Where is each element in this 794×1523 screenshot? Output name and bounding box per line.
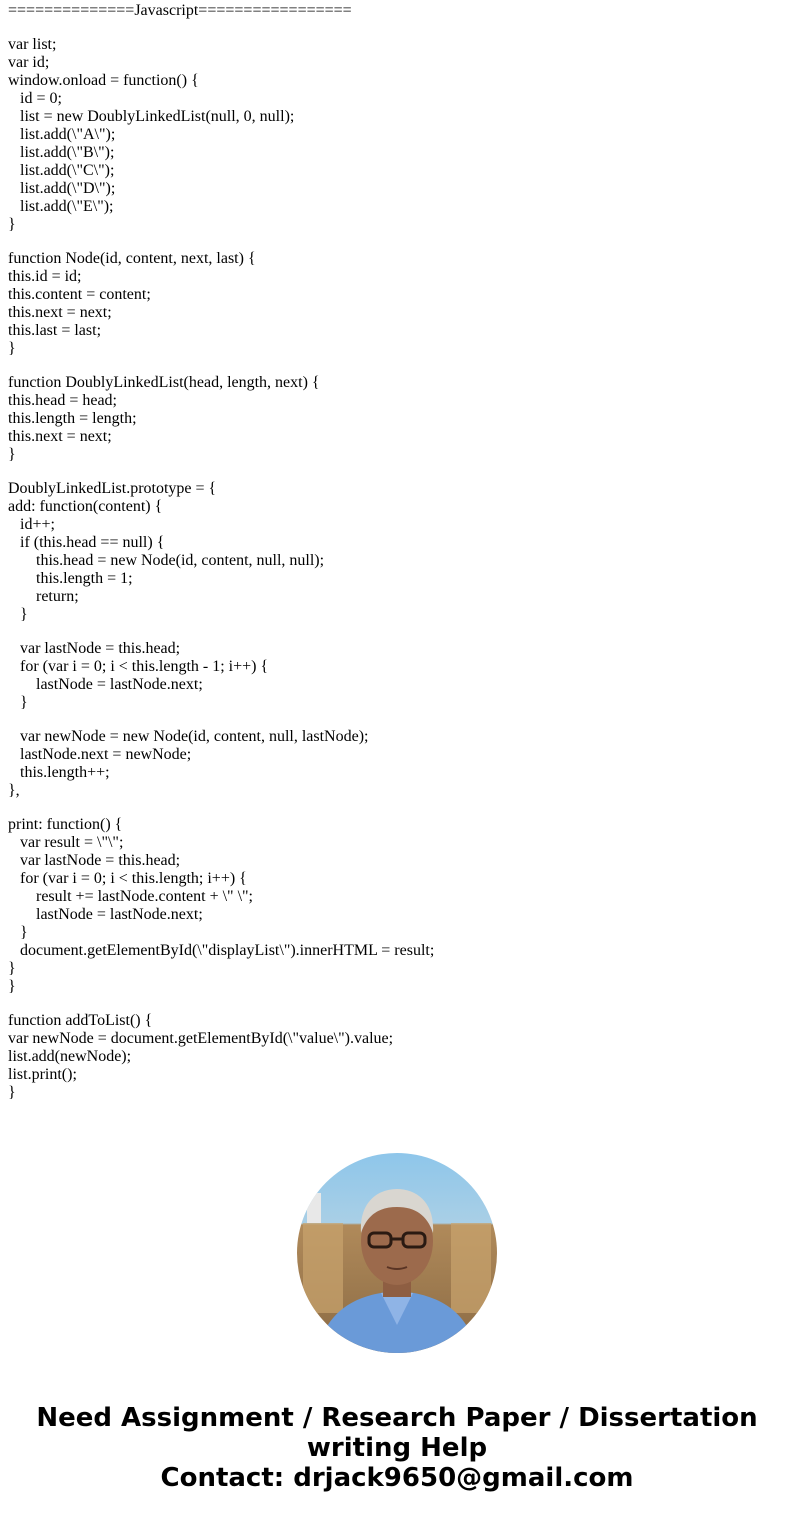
- promo-line-3: Contact: drjack9650@gmail.com: [160, 1463, 634, 1493]
- code-line: }: [8, 1084, 16, 1101]
- code-line: list.print();: [8, 1066, 77, 1083]
- code-line: this.length = 1;: [8, 570, 133, 587]
- code-line: this.length = length;: [8, 410, 137, 427]
- code-line: if (this.head == null) {: [8, 534, 165, 551]
- code-line: lastNode = lastNode.next;: [8, 906, 203, 923]
- code-line: this.head = head;: [8, 392, 117, 409]
- author-avatar: [297, 1153, 497, 1353]
- code-line: var list;: [8, 36, 57, 53]
- code-line: list.add(\"B\");: [8, 144, 115, 161]
- promo-banner: [0, 1403, 794, 1493]
- code-line: lastNode.next = newNode;: [8, 746, 192, 763]
- code-line: }: [8, 216, 16, 233]
- code-line: list.add(\"A\");: [8, 126, 116, 143]
- code-line: var lastNode = this.head;: [8, 852, 181, 869]
- code-line: function addToList() {: [8, 1012, 153, 1029]
- code-line: }: [8, 960, 16, 977]
- code-line: }: [8, 606, 28, 623]
- code-line: this.last = last;: [8, 322, 102, 339]
- code-line: id++;: [8, 516, 55, 533]
- code-line: [8, 800, 434, 816]
- promo-line-2: writing Help: [306, 1433, 488, 1463]
- code-line: add: function(content) {: [8, 498, 163, 515]
- code-line: id = 0;: [8, 90, 62, 107]
- code-line: this.next = next;: [8, 304, 112, 321]
- code-line: [8, 624, 434, 640]
- code-line: result += lastNode.content + \" \";: [8, 888, 253, 905]
- code-line: var newNode = new Node(id, content, null, lastNode);: [8, 728, 369, 745]
- code-line: this.length++;: [8, 764, 110, 781]
- code-line: function Node(id, content, next, last) {: [8, 250, 256, 267]
- code-line: },: [8, 782, 20, 799]
- code-line: this.id = id;: [8, 268, 82, 285]
- code-line: this.next = next;: [8, 428, 112, 445]
- code-line: var lastNode = this.head;: [8, 640, 181, 657]
- code-line: }: [8, 446, 16, 463]
- code-line: var newNode = document.getElementById(\"value\").value;: [8, 1030, 394, 1047]
- code-line: [8, 712, 434, 728]
- code-line: for (var i = 0; i < this.length - 1; i++) {: [8, 658, 269, 675]
- promo-line-1: Need Assignment / Research Paper / Dissertation: [36, 1403, 758, 1433]
- code-line: list = new DoublyLinkedList(null, 0, null);: [8, 108, 295, 125]
- code-line: }: [8, 340, 16, 357]
- code-line: }: [8, 978, 16, 995]
- code-line: [8, 996, 434, 1012]
- code-line: list.add(newNode);: [8, 1048, 132, 1065]
- code-line: lastNode = lastNode.next;: [8, 676, 203, 693]
- code-line: this.content = content;: [8, 286, 151, 303]
- code-line: [8, 20, 434, 36]
- javascript-code-block: [8, 2, 434, 1102]
- code-line: [8, 234, 434, 250]
- code-line: var id;: [8, 54, 50, 71]
- code-line: document.getElementById(\"displayList\").innerHTML = result;: [8, 942, 435, 959]
- code-line: list.add(\"E\");: [8, 198, 114, 215]
- code-line: ==============Javascript=================: [8, 2, 352, 19]
- code-line: this.head = new Node(id, content, null, null);: [8, 552, 325, 569]
- code-line: for (var i = 0; i < this.length; i++) {: [8, 870, 247, 887]
- code-line: print: function() {: [8, 816, 123, 833]
- code-line: list.add(\"D\");: [8, 180, 116, 197]
- code-line: var result = \"\";: [8, 834, 124, 851]
- code-line: }: [8, 924, 28, 941]
- code-line: return;: [8, 588, 79, 605]
- code-line: }: [8, 694, 28, 711]
- code-line: window.onload = function() {: [8, 72, 199, 89]
- code-line: DoublyLinkedList.prototype = {: [8, 480, 217, 497]
- code-line: list.add(\"C\");: [8, 162, 115, 179]
- portrait-icon: [297, 1153, 497, 1353]
- code-line: [8, 464, 434, 480]
- code-line: function DoublyLinkedList(head, length, next) {: [8, 374, 320, 391]
- code-line: [8, 358, 434, 374]
